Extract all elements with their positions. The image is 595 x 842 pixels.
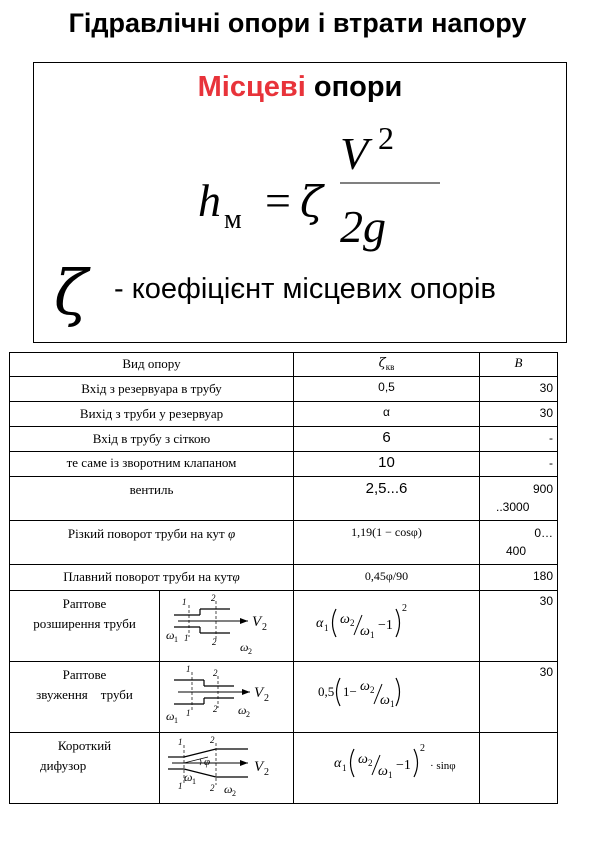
svg-text:V: V [254,685,264,701]
row-name: Вхід з резервуара в трубу [10,377,294,402]
box-heading-accent: Місцеві [197,71,306,103]
zeta-symbol: ζ [54,256,88,329]
table-row [10,591,558,662]
formula-denominator: 2g [340,201,386,252]
table-row [10,377,558,402]
header-type: Вид опору [10,353,294,377]
svg-text:2: 2 [246,710,250,719]
table-row [10,477,558,521]
svg-text:φ: φ [204,756,211,768]
row-zeta [294,733,480,804]
svg-text:2: 2 [402,603,407,614]
row-zeta: 6 [294,427,480,452]
formula-h: h [198,175,221,226]
row-diagram-cell [160,591,294,662]
svg-text:2: 2 [370,685,375,695]
row-b: 30 [480,591,558,662]
page-title: Гідравлічні опори і втрати напору [68,8,527,38]
svg-text:1: 1 [388,770,393,780]
table-header-row [10,353,558,377]
row-b: 30 [480,402,558,427]
header-zeta: $\zeta_{кв}$ [294,353,480,377]
svg-text:ω: ω [340,612,350,627]
table-row [10,452,558,477]
svg-text:α: α [316,616,324,631]
row-zeta: α [294,402,480,427]
row-zeta: 10 [294,452,480,477]
sudden-expansion-diagram [164,593,282,655]
svg-text:ω: ω [360,624,370,639]
box-heading [34,71,566,104]
svg-text:ω: ω [378,764,388,779]
svg-text:1: 1 [178,737,183,747]
svg-text:1: 1 [178,781,183,791]
row-name: Вхід в трубу з сіткою [10,427,294,452]
table-row [10,733,558,804]
svg-text:ω: ω [360,679,370,694]
formula-equals: = [265,175,291,226]
row-diagram-cell [160,733,294,804]
row-name: те саме із зворотним клапаном [10,452,294,477]
svg-text:2: 2 [212,637,217,647]
svg-text:α: α [334,756,342,771]
box-heading-rest: опори [313,71,403,103]
svg-text:ω: ω [224,782,233,796]
svg-text:0,5: 0,5 [318,684,335,699]
row-diagram-cell [160,662,294,733]
svg-text:ω: ω [184,770,193,784]
zeta-description: - коефіцієнт місцевих опорів [114,273,496,305]
row-b: 30 [480,662,558,733]
table-row [10,427,558,452]
formula-numerator-power: 2 [378,121,394,156]
svg-text:1: 1 [342,763,347,773]
row-b: 30 [480,377,558,402]
svg-text:1: 1 [370,630,375,640]
svg-text:1: 1 [174,635,178,644]
svg-text:· sinφ: · sinφ [430,760,456,772]
row-name: Плавний поворот труби на кутφ [10,565,294,591]
svg-text:2: 2 [264,693,269,704]
head-loss-formula [194,121,454,261]
svg-text:ω: ω [240,640,249,654]
svg-text:2: 2 [248,647,252,655]
row-b: 180 [480,565,558,591]
row-name: Раптове звуження труби [10,662,160,733]
svg-text:2: 2 [213,668,218,678]
svg-text:1: 1 [174,716,178,725]
row-zeta: 0,5 [294,377,480,402]
svg-text:1: 1 [324,623,329,633]
short-diffuser-diagram [164,735,282,797]
svg-text:2: 2 [232,789,236,797]
svg-text:V: V [252,614,262,630]
svg-text:V: V [254,759,264,775]
contraction-formula [298,664,474,716]
svg-text:1−: 1− [343,684,357,699]
svg-text:1: 1 [186,664,191,674]
svg-text:2: 2 [262,622,267,633]
svg-text:1: 1 [186,708,191,718]
svg-text:1: 1 [182,597,187,607]
row-name: Короткий дифузор [10,733,160,804]
formula-h-sub: м [224,204,242,235]
table-row [10,565,558,591]
svg-text:2: 2 [213,704,218,714]
resistance-table [9,352,558,804]
sudden-contraction-diagram [164,664,282,726]
svg-text:ω: ω [380,693,390,708]
svg-text:1: 1 [192,777,196,786]
diffuser-formula [298,735,474,787]
row-b [480,733,558,804]
svg-text:2: 2 [211,593,216,603]
expansion-formula [298,593,474,645]
svg-text:2: 2 [210,735,215,745]
local-resistance-box [33,62,567,343]
formula-zeta: ζ [300,177,323,226]
table-row [10,402,558,427]
svg-text:−1: −1 [378,618,393,633]
svg-text:ω: ω [166,628,175,642]
row-b: - [480,452,558,477]
svg-text:ω: ω [166,709,175,723]
row-b: - [480,427,558,452]
svg-text:ω: ω [238,703,247,717]
header-b: B [480,353,558,377]
zeta-definition [54,253,564,333]
svg-text:2: 2 [210,783,215,793]
svg-text:2: 2 [350,618,355,628]
table-row [10,662,558,733]
row-name: вентиль [10,477,294,521]
row-zeta [294,591,480,662]
row-b: 0… 400 [480,521,558,565]
svg-text:−1: −1 [396,758,411,773]
formula-numerator: V [340,128,369,179]
svg-text:1: 1 [184,633,189,643]
row-zeta: 1,19(1 − cosφ) [294,521,480,565]
row-b: 900 ..3000 [480,477,558,521]
row-zeta [294,662,480,733]
row-name: Різкий поворот труби на кут φ [10,521,294,565]
row-zeta: 0,45φ/90 [294,565,480,591]
svg-text:ω: ω [358,752,368,767]
table-row [10,521,558,565]
row-name: Раптове розширення труби [10,591,160,662]
svg-text:1: 1 [390,699,395,709]
row-zeta: 2,5...6 [294,477,480,521]
svg-text:2: 2 [368,758,373,768]
row-name: Вихід з труби у резервуар [10,402,294,427]
svg-text:2: 2 [420,743,425,754]
svg-text:2: 2 [264,767,269,778]
